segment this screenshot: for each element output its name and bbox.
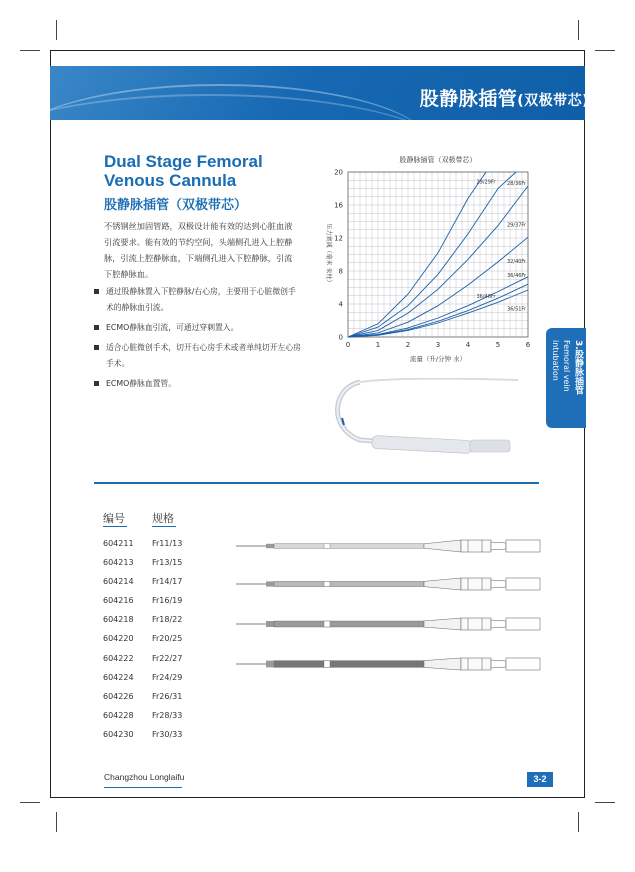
x-tick-label: 2 <box>405 341 411 349</box>
table-row-code: 604211 <box>103 539 134 548</box>
crop-mark <box>578 812 579 832</box>
feature-text: 适合心脏微创手术，切开右心房手术或者单纯切开左心房手术。 <box>106 343 301 368</box>
spec-column <box>152 534 182 744</box>
cannula-connector <box>491 580 506 588</box>
cannula-body <box>274 581 424 586</box>
cannula-hub <box>461 578 491 590</box>
crop-mark <box>56 20 57 40</box>
series-label: 28/36Fr <box>507 181 526 188</box>
table-row-spec: Fr16/19 <box>152 596 183 606</box>
y-tick-label: 12 <box>334 234 343 243</box>
feature-item <box>94 340 302 372</box>
cannula-hub <box>461 540 491 552</box>
banner-title-main: 股静脉插管 <box>419 88 518 110</box>
table-row-code: 604213 <box>103 558 134 568</box>
feature-item <box>94 320 302 336</box>
cannula-taper <box>424 618 461 630</box>
table-row-code: 604218 <box>103 615 134 625</box>
section-divider <box>94 482 539 484</box>
table-row-spec: Fr18/22 <box>152 615 183 625</box>
cannula-cap <box>506 540 540 552</box>
table-row-code: 604228 <box>103 710 134 720</box>
x-tick-label: 4 <box>465 341 471 349</box>
cannula-side-hole <box>324 581 330 586</box>
cannula-taper <box>424 578 461 590</box>
crop-mark <box>20 802 40 803</box>
banner-title-sub: (双极带芯) <box>517 93 589 109</box>
y-tick-label: 0 <box>338 333 343 342</box>
crop-mark <box>595 802 615 803</box>
header-underline <box>103 526 127 527</box>
bullet-square-icon <box>94 381 99 386</box>
cannula-connector <box>491 542 506 550</box>
cannula-tip-marker <box>266 581 274 586</box>
table-row-code: 604222 <box>103 653 134 663</box>
table-row-spec: Fr14/17 <box>152 577 183 587</box>
x-tick-label: 0 <box>345 341 351 349</box>
table-row-code: 604230 <box>103 729 134 739</box>
cannula-side-hole <box>324 544 330 548</box>
bullet-square-icon <box>94 289 99 294</box>
crop-mark <box>20 50 40 51</box>
y-tick-label: 4 <box>338 300 343 309</box>
cannula-connector <box>491 620 506 628</box>
table-row-spec: Fr13/15 <box>152 558 183 568</box>
table-row-code: 604214 <box>103 577 134 587</box>
cannula-body <box>274 661 424 668</box>
chart-title: 股静脉插管（双极带芯） <box>399 156 477 164</box>
cannula-drawings <box>236 530 556 680</box>
crop-mark <box>56 812 57 832</box>
footer-underline <box>104 787 182 788</box>
table-row-spec: Fr22/27 <box>152 653 183 663</box>
table-row-spec: Fr30/33 <box>152 729 183 739</box>
x-tick-label: 5 <box>495 341 501 349</box>
product-title-en <box>104 152 263 190</box>
series-label: 36/46Fr <box>476 294 496 301</box>
cannula-body <box>274 621 424 627</box>
table-row-code: 604216 <box>103 596 134 606</box>
cannula-tip-marker <box>266 544 274 548</box>
feature-list <box>94 284 302 396</box>
series-label: 36/51Fr <box>507 306 526 313</box>
feature-item <box>94 284 302 316</box>
cannula-taper <box>424 658 461 670</box>
x-axis-label: 流量（升/分钟 水） <box>409 355 467 363</box>
column-header-code: 编号 <box>103 512 125 525</box>
x-tick-label: 1 <box>375 341 381 349</box>
crop-mark <box>578 20 579 40</box>
cannula-connector <box>491 660 506 668</box>
x-tick-label: 6 <box>525 341 531 349</box>
table-row-spec: Fr26/31 <box>152 691 183 701</box>
feature-text: ECMO静脉血置管。 <box>106 379 177 388</box>
banner-title <box>420 84 589 111</box>
feature-text: ECMO静脉血引流，可通过穿刺置入。 <box>106 323 239 332</box>
product-title-en-line2: Venous Cannula <box>104 171 237 190</box>
series-label: 36/46Fr <box>507 272 526 279</box>
table-row-code: 604226 <box>103 691 134 701</box>
cannula-hub <box>461 658 491 670</box>
cannula-cap <box>506 578 540 590</box>
series-label: 32/40Fr <box>507 258 526 265</box>
cannula-body <box>274 544 424 548</box>
y-tick-label: 8 <box>338 267 343 276</box>
cannula-product-photo <box>330 378 520 456</box>
bullet-square-icon <box>94 345 99 350</box>
table-row-spec: Fr28/33 <box>152 710 183 720</box>
footer-company: Changzhou Longlaifu <box>104 772 185 782</box>
bullet-square-icon <box>94 325 99 330</box>
code-column <box>103 534 134 744</box>
cannula-cap <box>506 618 540 630</box>
series-label: 29/37Fr <box>507 222 526 229</box>
cannula-tip-marker <box>266 661 274 668</box>
feature-item <box>94 376 302 392</box>
page-number: 3-2 <box>527 772 553 787</box>
x-tick-label: 3 <box>435 341 441 349</box>
cannula-side-hole <box>324 661 330 668</box>
table-row-spec: Fr11/13 <box>152 539 183 548</box>
crop-mark <box>595 50 615 51</box>
column-header-spec: 规格 <box>152 512 174 525</box>
series-label: 29/29Fr <box>476 179 496 186</box>
pressure-flow-chart <box>318 152 542 372</box>
y-tick-label: 20 <box>334 168 343 177</box>
y-tick-label: 16 <box>334 201 343 210</box>
table-row-spec: Fr24/29 <box>152 672 183 682</box>
product-title-cn: 股静脉插管（双极带芯） <box>104 198 248 213</box>
product-title-en-line1: Dual Stage Femoral <box>104 152 263 171</box>
table-row-spec: Fr20/25 <box>152 634 183 644</box>
side-tab-en: Femoral vein intubation <box>551 340 571 392</box>
section-side-tab <box>546 328 586 428</box>
cannula-hub <box>461 618 491 630</box>
product-description: 不锈钢丝加固管路，双极设计能有效的达到心脏血液引流要求。能有效的节约空间，头端侧孔进入上腔静脉，引流上腔静脉血，下端侧孔进入下腔静脉，引流下腔静脉血。 <box>104 221 293 279</box>
cannula-taper <box>424 540 461 552</box>
cannula-cap <box>506 658 540 670</box>
cannula-side-hole <box>324 621 330 627</box>
side-tab-cn: 3.股静脉插管 <box>573 340 583 395</box>
table-row-code: 604224 <box>103 672 134 682</box>
feature-text: 通过股静脉置入下腔静脉/右心房，主要用于心脏微创手术的静脉血引流。 <box>106 287 296 312</box>
cannula-tip-marker <box>266 621 274 627</box>
header-underline <box>152 526 176 527</box>
table-row-code: 604220 <box>103 634 134 644</box>
y-axis-label: 压力衰减（毫米 汞柱） <box>325 223 332 286</box>
